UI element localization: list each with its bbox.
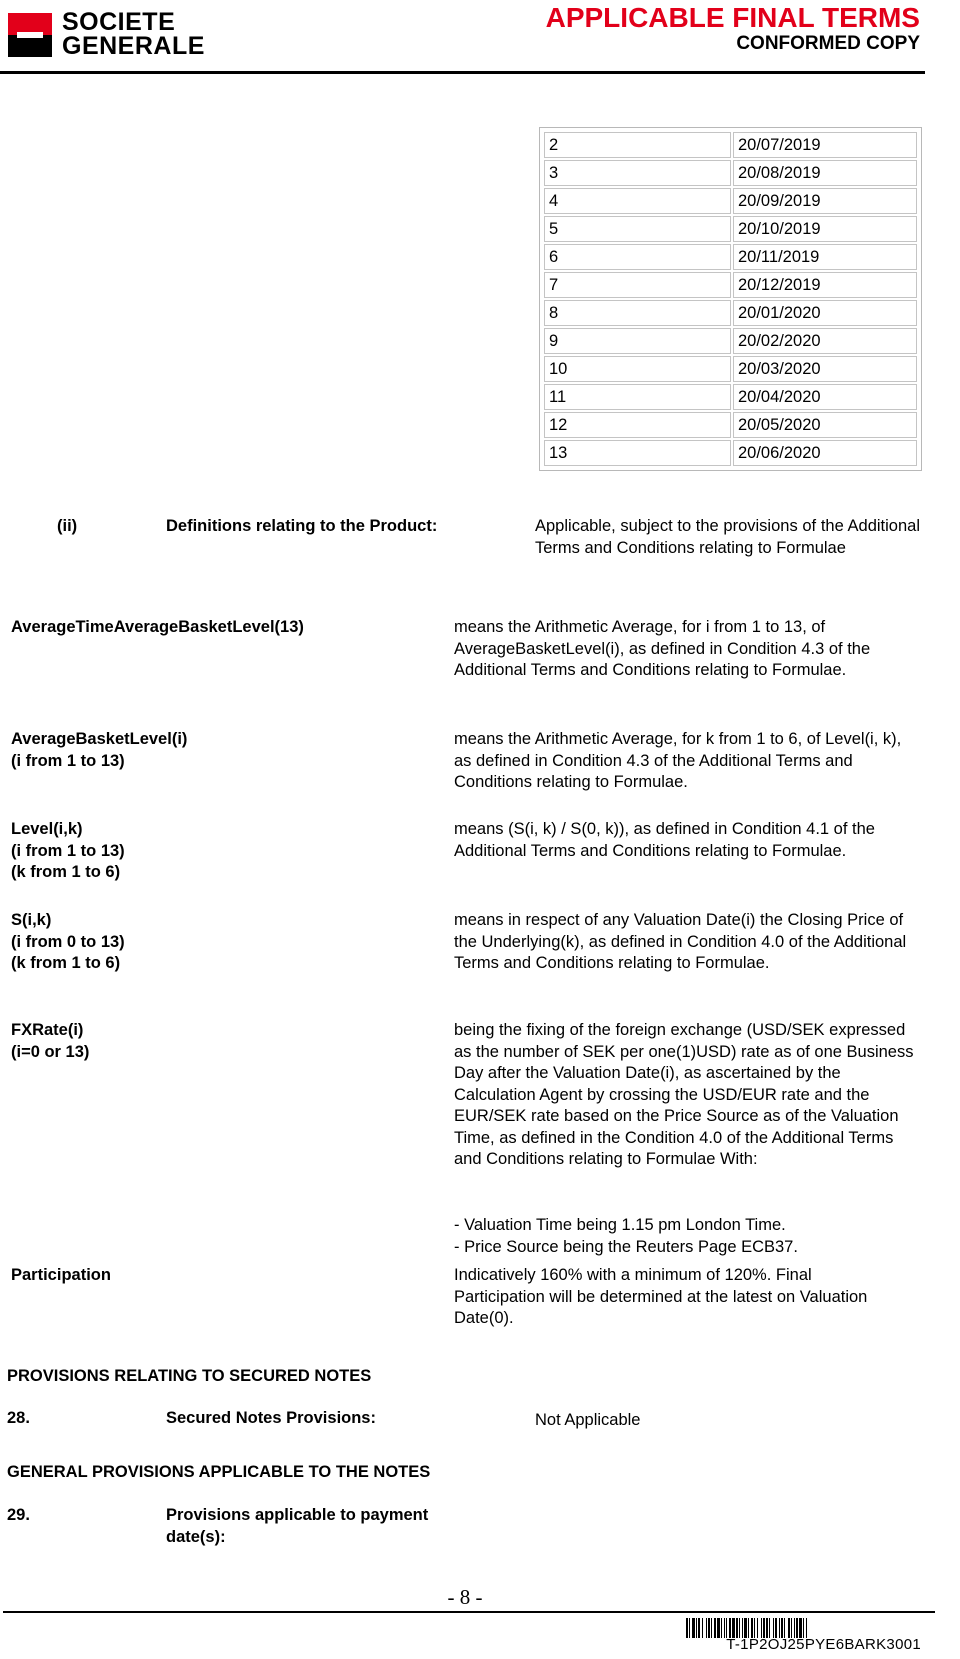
date-index-cell: 4	[544, 188, 731, 214]
date-index-cell: 5	[544, 216, 731, 242]
table-row	[544, 328, 917, 354]
definition-term-name: AverageTimeAverageBasketLevel(13)	[11, 618, 304, 636]
date-value-cell: 20/02/2020	[733, 328, 917, 354]
date-index-cell: 6	[544, 244, 731, 270]
definition-term-range: (i=0 or 13)	[11, 1042, 90, 1061]
definition-text: means the Arithmetic Average, for k from 1 to 6, of Level(i, k), as defined in Condition 4.3 of the Additional Terms and Conditions relating to Formulae.	[454, 730, 902, 791]
item-29-label-line-2: date(s):	[166, 1527, 226, 1546]
date-value-cell: 20/10/2019	[733, 216, 917, 242]
company-logo	[8, 13, 52, 57]
definition-term	[11, 617, 431, 639]
fx-bullet-valuation-time: - Valuation Time being 1.15 pm London Time.	[454, 1216, 786, 1234]
table-row	[544, 160, 917, 186]
participation-term: Participation	[11, 1266, 111, 1284]
date-index-cell: 8	[544, 300, 731, 326]
section-heading-general: GENERAL PROVISIONS APPLICABLE TO THE NOTES	[7, 1463, 431, 1481]
definition-term-name: S(i,k)	[11, 911, 52, 929]
definition-term-name: AverageBasketLevel(i)	[11, 730, 188, 748]
date-index-cell: 7	[544, 272, 731, 298]
date-value-cell: 20/08/2019	[733, 160, 917, 186]
table-row	[544, 244, 917, 270]
date-index-cell: 2	[544, 132, 731, 158]
page-number: - 8 -	[447, 1585, 483, 1609]
definition-text: means the Arithmetic Average, for i from 1 to 13, of AverageBasketLevel(i), as defined in Condition 4.3 of the Additional Terms and Conditions relating to Formulae.	[454, 618, 871, 679]
definition-term-range: (i from 0 to 13)	[11, 932, 125, 951]
date-value-cell: 20/07/2019	[733, 132, 917, 158]
table-row	[544, 384, 917, 410]
definition-term-range: (i from 1 to 13)	[11, 841, 125, 860]
date-index-cell: 9	[544, 328, 731, 354]
table-row	[544, 412, 917, 438]
table-row	[544, 272, 917, 298]
definition-term	[11, 910, 431, 975]
header-divider	[0, 71, 925, 74]
date-index-cell: 10	[544, 356, 731, 382]
table-row	[544, 440, 917, 466]
definition-term	[11, 1020, 431, 1063]
item-28-value: Not Applicable	[535, 1411, 641, 1429]
date-value-cell: 20/11/2019	[733, 244, 917, 270]
document-code: T-1P2OJ25PYE6BARK3001	[726, 1636, 921, 1653]
item-28-label: Secured Notes Provisions:	[166, 1409, 376, 1427]
date-value-cell: 20/12/2019	[733, 272, 917, 298]
definition-term-name: Level(i,k)	[11, 820, 83, 838]
definition-text: means (S(i, k) / S(0, k)), as defined in Condition 4.1 of the Additional Terms and Conditions relating to Formulae.	[454, 820, 875, 860]
fx-bullet-price-source: - Price Source being the Reuters Page ECB37.	[454, 1237, 798, 1256]
participation-text: Indicatively 160% with a minimum of 120%. Final Participation will be determined at the latest on Valuation Date(0).	[454, 1266, 868, 1327]
date-value-cell: 20/04/2020	[733, 384, 917, 410]
logo-line-2: GENERALE	[62, 32, 205, 60]
date-index-cell: 12	[544, 412, 731, 438]
item-ii-value: Applicable, subject to the provisions of the Additional Terms and Conditions relating to Formulae	[535, 517, 920, 557]
definition-text: means in respect of any Valuation Date(i) the Closing Price of the Underlying(k), as defined in Condition 4.0 of the Additional Terms and Conditions relating to Formulae.	[454, 911, 907, 972]
date-value-cell: 20/03/2020	[733, 356, 917, 382]
item-29-label-line-1: Provisions applicable to payment	[166, 1506, 429, 1524]
logo-line-1: SOCIETE	[62, 8, 176, 36]
table-row	[544, 132, 917, 158]
valuation-dates-table	[539, 127, 922, 471]
table-row	[544, 356, 917, 382]
date-value-cell: 20/09/2019	[733, 188, 917, 214]
definition-text: being the fixing of the foreign exchange (USD/SEK expressed as the number of SEK per one(1)USD) rate as of one Business Day after the Valuation Date(i), as ascertained by the Calculation Agent by crossing the USD/EUR rate and the EUR/SEK rate based on the Price Source as of the Valuation Time, as defined in the Condition 4.0 of the Additional Terms and Conditions relating to Formulae With:	[454, 1021, 914, 1168]
logo-wordmark	[62, 10, 205, 58]
footer-divider	[3, 1611, 935, 1613]
date-value-cell: 20/06/2020	[733, 440, 917, 466]
item-ii-label: Definitions relating to the Product:	[166, 517, 438, 535]
definition-term-range: (k from 1 to 6)	[11, 954, 121, 972]
section-heading-secured: PROVISIONS RELATING TO SECURED NOTES	[7, 1367, 372, 1385]
date-index-cell: 11	[544, 384, 731, 410]
date-value-cell: 20/05/2020	[733, 412, 917, 438]
table-row	[544, 188, 917, 214]
date-index-cell: 13	[544, 440, 731, 466]
date-index-cell: 3	[544, 160, 731, 186]
item-28-number: 28.	[7, 1409, 30, 1427]
fx-rate-bullets	[454, 1215, 924, 1258]
definition-term-name: FXRate(i)	[11, 1021, 84, 1039]
definition-term	[11, 729, 431, 772]
definition-term	[11, 819, 431, 884]
item-29-number: 29.	[7, 1506, 30, 1524]
definition-term-range: (i from 1 to 13)	[11, 751, 125, 770]
definition-term-range: (k from 1 to 6)	[11, 863, 121, 881]
item-29-label	[166, 1505, 428, 1548]
document-subtitle: CONFORMED COPY	[736, 33, 920, 54]
table-row	[544, 300, 917, 326]
item-ii-number: (ii)	[57, 517, 78, 535]
table-row	[544, 216, 917, 242]
barcode-icon	[686, 1618, 921, 1638]
date-value-cell: 20/01/2020	[733, 300, 917, 326]
document-title: APPLICABLE FINAL TERMS	[545, 2, 920, 33]
